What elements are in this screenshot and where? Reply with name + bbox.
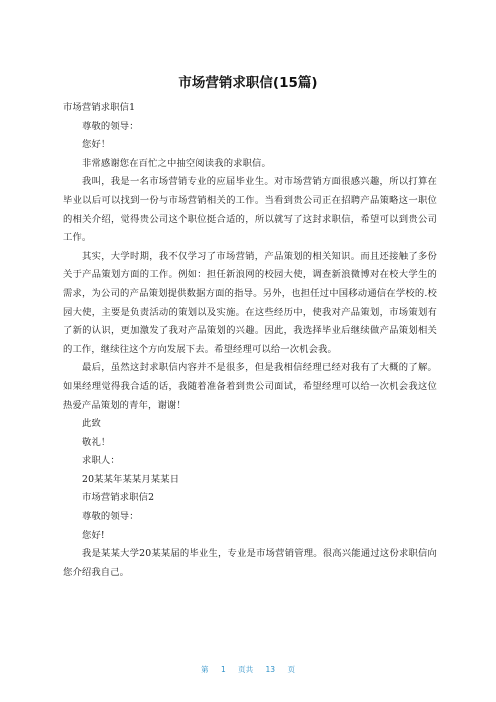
body-paragraph: 其实，大学时期，我不仅学习了市场营销，产品策划的相关知识。而且还接触了多份关于产品策划方面的工作。例如：担任新浪网的校园大使，调查新浪微博对在校大学生的需求，为公司的产品策划提供数据方面的指导。另外，也担任过中国移动通信在学校的.校园大使，主要是负责活动的策划以及实施。在这些经历中，使我对产品策划，市场策划有了新的认识，更加激发了我对产品策划的兴趣。因此，我选择毕业后继续做产品策划相关的工作，继续往这个方向发展下去。希望经理可以给一次机会我。 [63, 250, 437, 355]
closing-line: 敬礼！ [82, 436, 111, 448]
body-paragraph: 我叫，我是一名市场营销专业的应届毕业生。对市场营销方面很感兴趣，所以打算在毕业以后可以找到一份与市场营销相关的工作。当看到贵公司正在招聘产品策略这一职位的相关介绍，觉得贵公司这个职位挺合适的，所以就写了这封求职信，希望可以到贵公司工作。 [63, 176, 437, 244]
section-heading-2: 市场营销求职信2 [82, 492, 155, 504]
page-footer [0, 665, 496, 675]
greeting-salutation: 尊敬的领导： [82, 511, 139, 523]
signature-label: 求职人： [82, 455, 120, 467]
footer-label-end: 页 [287, 665, 295, 674]
document-title: 市场营销求职信(15篇) [178, 75, 318, 91]
footer-label-page: 第 [201, 665, 209, 674]
body-paragraph: 最后，虽然这封求职信内容并不是很多，但是我相信经理已经对我有了大概的了解。如果经理觉得我合适的话，我随着准备着到贵公司面试，希望经理可以给一次机会我这位热爱产品策划的青年，谢谢！ [63, 362, 437, 411]
body-paragraph: 我是某某大学20某某届的毕业生，专业是市场营销管理。很高兴能通过这份求职信向您介绍我自己。 [63, 548, 437, 578]
document-body [63, 99, 437, 582]
footer-current-page: 1 [220, 665, 226, 674]
greeting-hello: 您好! [82, 529, 105, 541]
section-heading-1: 市场营销求职信1 [63, 102, 136, 113]
greeting-salutation: 尊敬的领导： [82, 120, 139, 132]
greeting-hello: 您好！ [82, 139, 111, 151]
body-paragraph: 非常感谢您在百忙之中抽空阅读我的求职信。 [82, 157, 271, 169]
date-line: 20某某年某某月某某日 [82, 473, 180, 485]
footer-total-pages: 13 [265, 665, 276, 674]
footer-label-of: 页共 [238, 665, 254, 674]
closing-line: 此致 [82, 418, 101, 430]
